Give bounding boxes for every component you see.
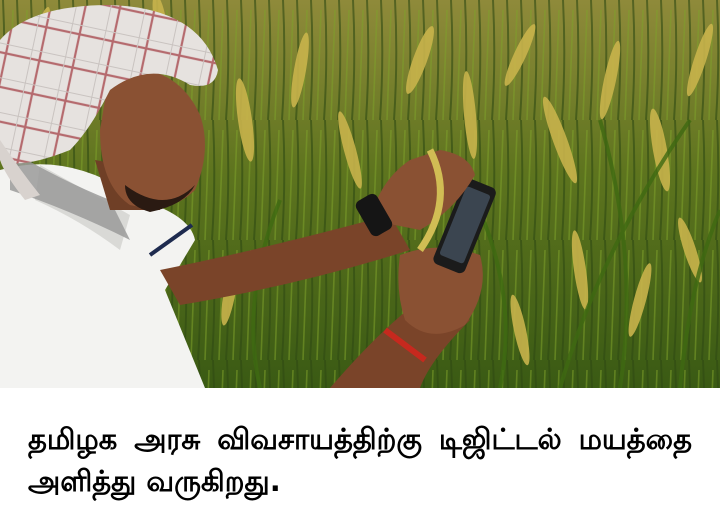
news-caption: தமிழக அரசு விவசாயத்திற்கு டிஜிட்டல் மயத்தை அளித்து வருகிறது. <box>28 422 692 498</box>
